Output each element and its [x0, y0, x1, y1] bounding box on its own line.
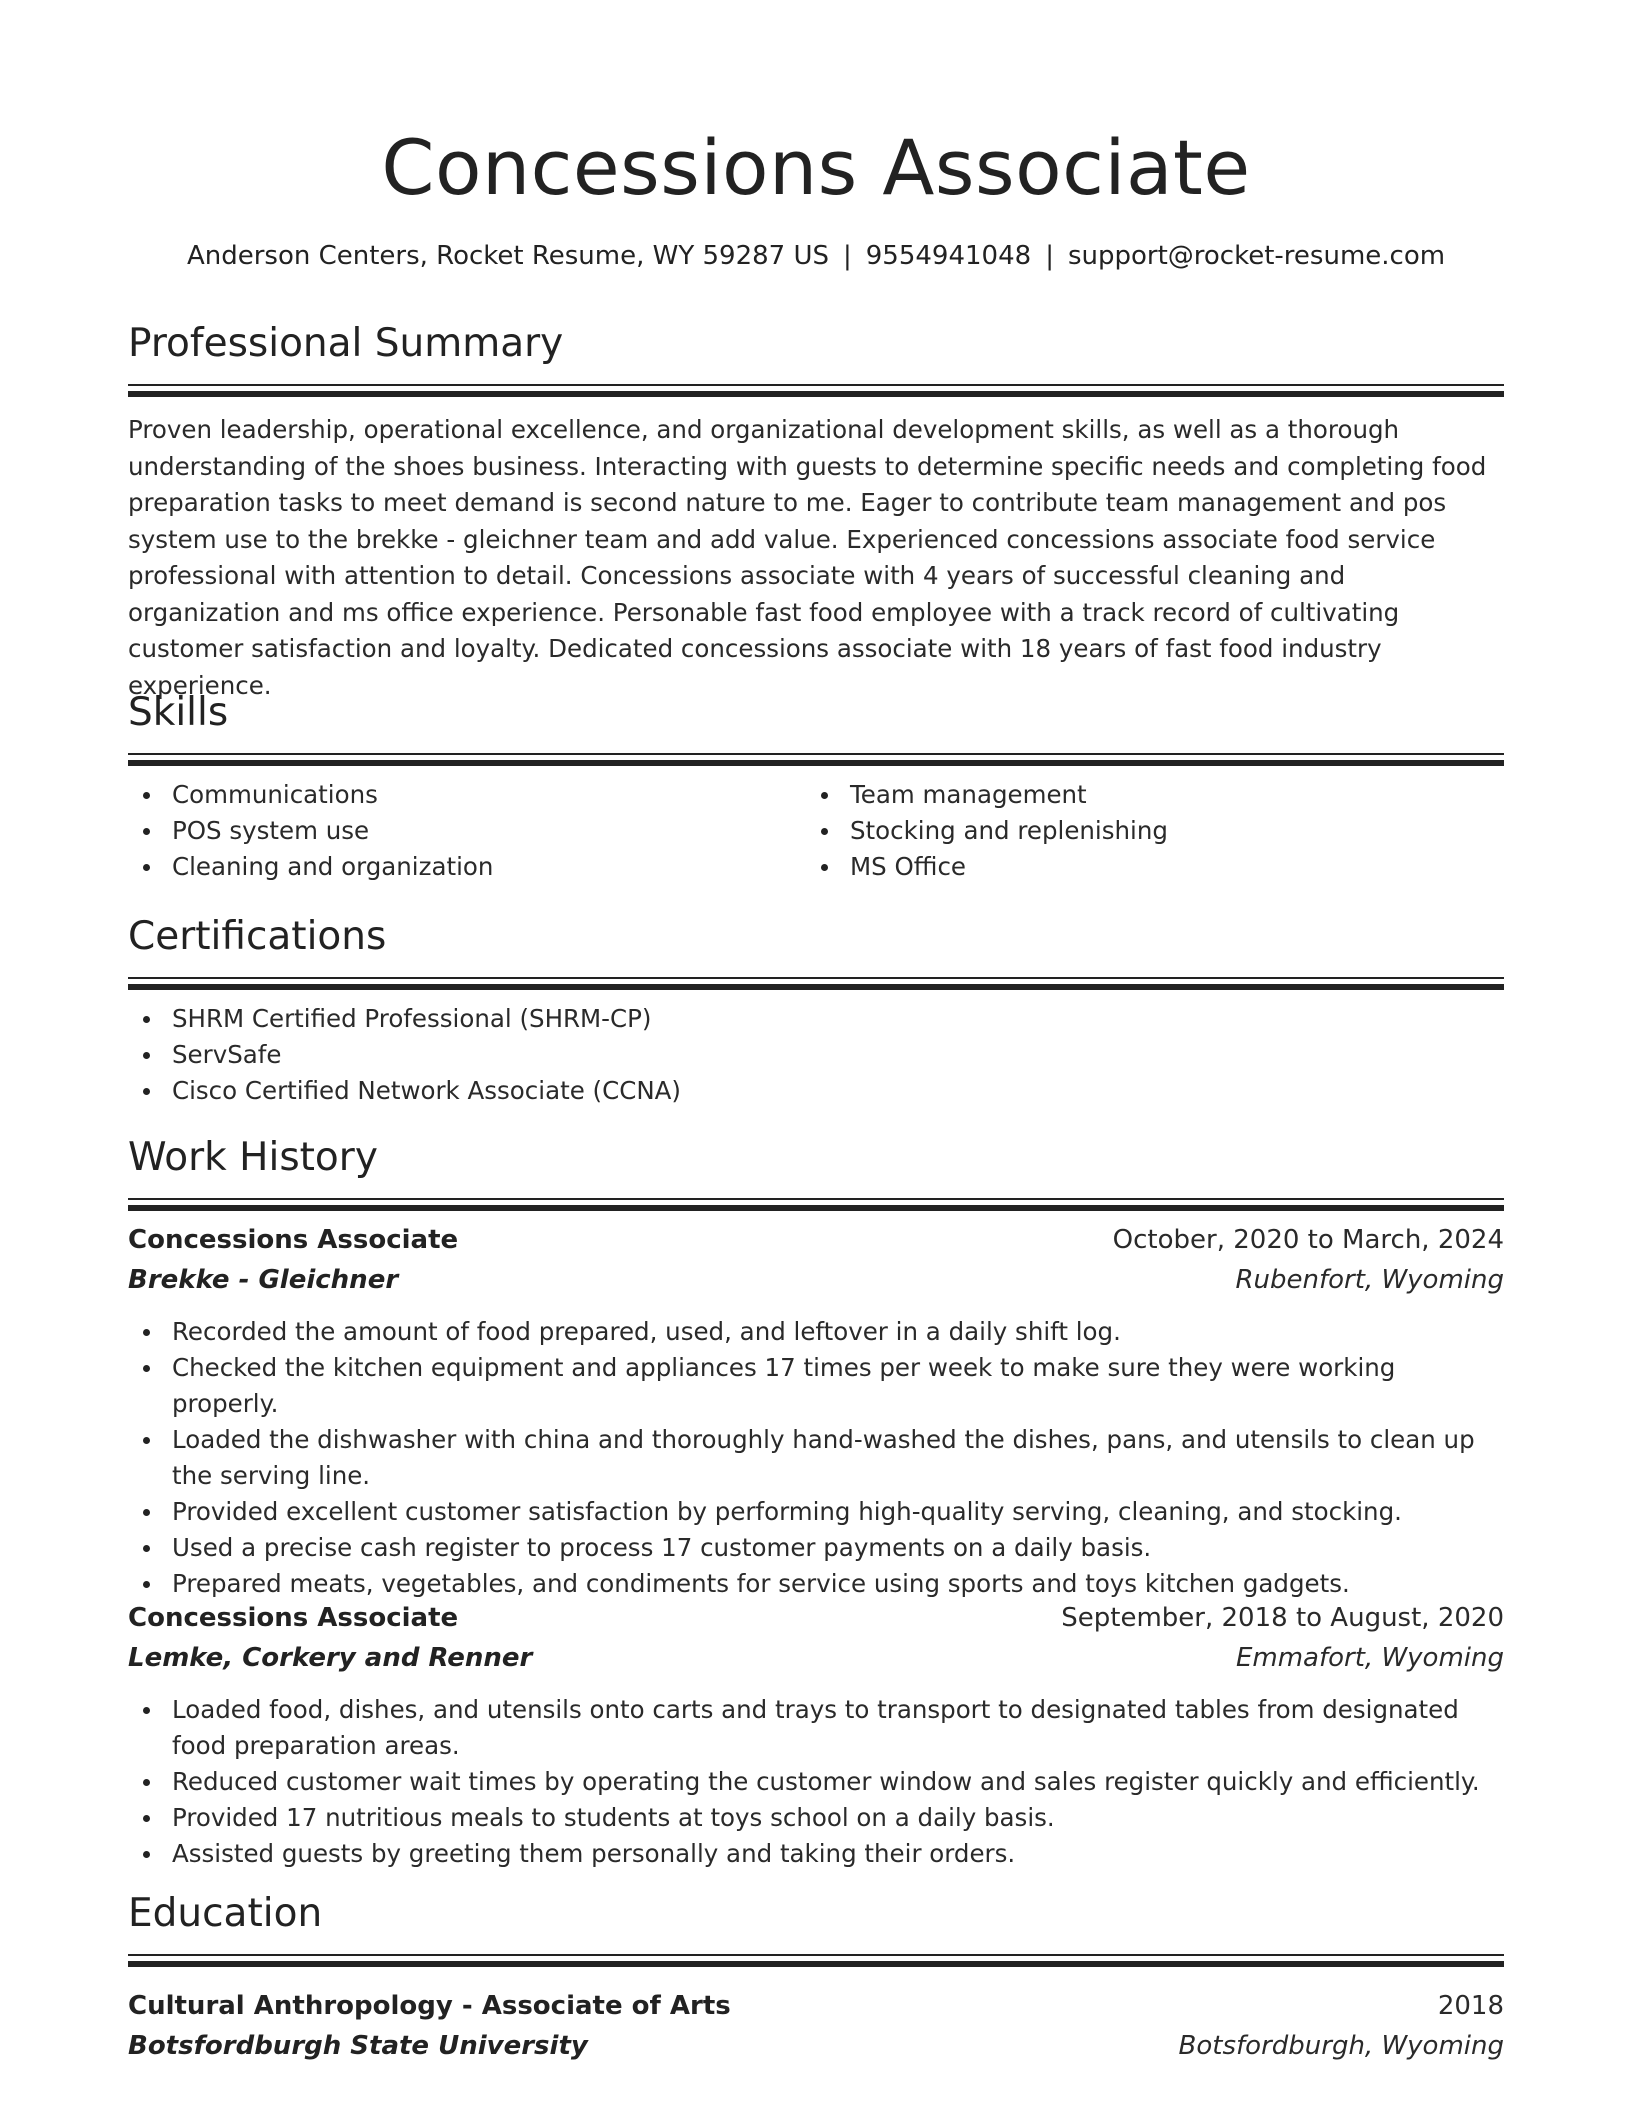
work-history-section [128, 1132, 1504, 1214]
job-duty: Prepared meats, vegetables, and condiments for service using sports and toys kitchen gadgets. [128, 1566, 1504, 1602]
skill-item: Cleaning and organization [128, 849, 806, 885]
certifications-section [128, 911, 1504, 1109]
certifications-list [128, 1001, 1504, 1109]
job-duty: Checked the kitchen equipment and appliances 17 times per week to make sure they were working properly. [128, 1350, 1504, 1422]
job-duty: Recorded the amount of food prepared, used, and leftover in a daily shift log. [128, 1314, 1504, 1350]
skill-item: Stocking and replenishing [806, 813, 1484, 849]
job-title: Concessions Associate [128, 1603, 459, 1633]
section-divider [128, 977, 1504, 993]
section-divider [128, 753, 1504, 769]
job-duty: Provided 17 nutritious meals to students at toys school on a daily basis. [128, 1800, 1504, 1836]
section-title: Skills [128, 690, 229, 735]
education-year: 2018 [1437, 1991, 1504, 2021]
job-duty: Loaded food, dishes, and utensils onto carts and trays to transport to designated tables from designated food preparation areas. [128, 1692, 1504, 1764]
section-title: Education [128, 1891, 323, 1936]
candidate-title: Concessions Associate [381, 123, 1251, 212]
skill-item: MS Office [806, 849, 1484, 885]
education-subheader [128, 2026, 1504, 2066]
contact-separator: | [843, 241, 852, 271]
job-company: Lemke, Corkery and Renner [128, 1643, 533, 1673]
contact-email[interactable]: support@rocket-resume.com [1067, 241, 1446, 271]
job-duty: Loaded the dishwasher with china and thoroughly hand-washed the dishes, pans, and utensils to clean up the serving line. [128, 1422, 1504, 1494]
job-dates: September, 2018 to August, 2020 [1061, 1603, 1504, 1633]
skill-item: Communications [128, 777, 806, 813]
skill-item: Team management [806, 777, 1484, 813]
education-section [128, 1888, 1504, 2066]
summary-section [128, 318, 1504, 704]
skill-item: POS system use [128, 813, 806, 849]
contact-separator: | [1045, 241, 1054, 271]
certification-item: ServSafe [128, 1037, 1504, 1073]
skills-grid [128, 777, 1504, 885]
skills-section [128, 687, 1504, 885]
job-subheader [128, 1638, 1504, 1678]
job-duties-list [128, 1692, 1504, 1872]
job-duty: Provided excellent customer satisfaction by performing high-quality serving, cleaning, and stocking. [128, 1494, 1504, 1530]
job-company: Brekke - Gleichner [128, 1265, 399, 1295]
certification-item: SHRM Certified Professional (SHRM-CP) [128, 1001, 1504, 1037]
job-location: Emmafort, Wyoming [1235, 1643, 1504, 1673]
section-divider [128, 1954, 1504, 1970]
job-header [128, 1598, 1504, 1638]
job-header [128, 1220, 1504, 1260]
job-duties-list [128, 1314, 1504, 1602]
job-duty: Used a precise cash register to process 17 customer payments on a daily basis. [128, 1530, 1504, 1566]
skills-left-list [128, 777, 806, 885]
job-title: Concessions Associate [128, 1225, 459, 1255]
job-entry [128, 1598, 1504, 1872]
job-duty: Assisted guests by greeting them personally and taking their orders. [128, 1836, 1504, 1872]
education-degree: Cultural Anthropology - Associate of Arts [128, 1991, 731, 2021]
contact-address: Anderson Centers, Rocket Resume, WY 59287 US [186, 241, 829, 271]
section-divider [128, 384, 1504, 400]
certification-item: Cisco Certified Network Associate (CCNA) [128, 1073, 1504, 1109]
contact-phone: 9554941048 [865, 241, 1032, 271]
job-subheader [128, 1260, 1504, 1300]
contact-line [128, 238, 1504, 274]
skills-right-list [806, 777, 1484, 885]
education-location: Botsfordburgh, Wyoming [1178, 2031, 1504, 2061]
section-title: Work History [128, 1135, 378, 1180]
section-divider [128, 1198, 1504, 1214]
education-school: Botsfordburgh State University [128, 2031, 588, 2061]
job-entry [128, 1220, 1504, 1602]
section-title: Certifications [128, 914, 387, 959]
section-title: Professional Summary [128, 321, 564, 366]
job-location: Rubenfort, Wyoming [1235, 1265, 1504, 1295]
education-header [128, 1986, 1504, 2026]
job-duty: Reduced customer wait times by operating the customer window and sales register quickly and efficiently. [128, 1764, 1504, 1800]
job-dates: October, 2020 to March, 2024 [1112, 1225, 1504, 1255]
summary-text: Proven leadership, operational excellence, and organizational development skills, as well as a thorough understanding of the shoes business. Interacting with guests to determine specific needs and completing food preparation tasks to meet demand is second nature to me. Eager to contribute team management and pos system use to the brekke - gleichner team and add value. Experienced concessions associate food service professional with attention to detail. Concessions associate with 4 years of successful cleaning and organization and ms office experience. Personable fast food employee with a track record of cultivating customer satisfaction and loyalty. Dedicated concessions associate with 18 years of fast food industry experience. [128, 415, 1487, 700]
